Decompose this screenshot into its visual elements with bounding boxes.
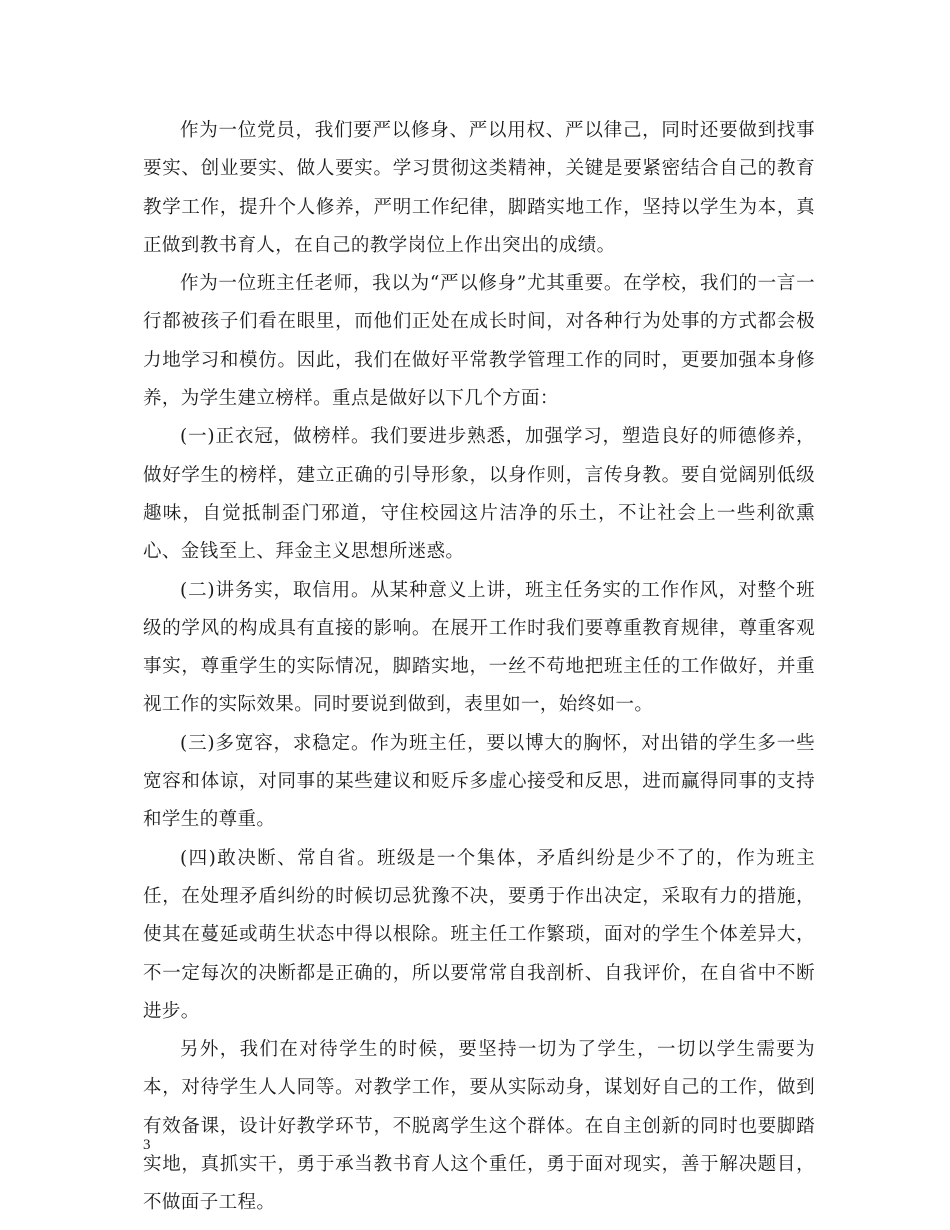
paragraph-point-one: (一)正衣冠，做榜样。我们要进步熟悉，加强学习，塑造良好的师德修养，做好学生的榜样，建立正确的引导形象，以身作则，言传身教。要自觉阔别低级趣味，自觉抵制歪门邪道，守住校园这片洁净的乐土，不让社会上一些利欲熏心、金钱至上、拜金主义思想所迷惑。 (143, 426, 815, 563)
paragraph-additionally: 另外，我们在对待学生的时候，要坚持一切为了学生，一切以学生需要为本，对待学生人人同等。对教学工作，要从实际动身，谋划好自己的工作，做到有效备课，设计好教学环节，不脱离学生这个群体。在自主创新的同时也要脚踏实地，真抓实干，勇于承当教书育人这个重任，勇于面对现实，善于解决题目，不做面子工程。 (143, 1039, 815, 1214)
paragraph-class-teacher: 作为一位班主任老师，我以为“严以修身”尤其重要。在学校，我们的一言一行都被孩子们看在眼里，而他们正处在成长时间，对各种行为处事的方式都会极力地学习和模仿。因此，我们在做好平常教学管理工作的同时，更要加强本身修养，为学生建立榜样。重点是做好以下几个方面： (143, 273, 815, 410)
page-number: 3 (143, 1137, 151, 1153)
paragraph-point-two: (二)讲务实，取信用。从某种意义上讲，班主任务实的工作作风，对整个班级的学风的构成具有直接的影响。在展开工作时我们要尊重教育规律，尊重客观事实，尊重学生的实际情况，脚踏实地，一丝不苟地把班主任的工作做好，并重视工作的实际效果。同时要说到做到，表里如一，始终如一。 (143, 579, 815, 716)
paragraph-party-member: 作为一位党员，我们要严以修身、严以用权、严以律己，同时还要做到找事要实、创业要实、做人要实。学习贯彻这类精神，关键是要紧密结合自己的教育教学工作，提升个人修养，严明工作纪律，脚踏实地工作，坚持以学生为本，真正做到教书育人，在自己的教学岗位上作出突出的成绩。 (143, 120, 815, 256)
paragraph-point-four: (四)敢决断、常自省。班级是一个集体，矛盾纠纷是少不了的，作为班主任，在处理矛盾纠纷的时候切忌犹豫不决，要勇于作出决定，采取有力的措施，使其在蔓延或萌生状态中得以根除。班主任工作繁琐，面对的学生个体差异大，不一定每次的决断都是正确的，所以要常常自我剖析、自我评价，在自省中不断进步。 (143, 847, 815, 1022)
paragraph-point-three: (三)多宽容，求稳定。作为班主任，要以博大的胸怀，对出错的学生多一些宽容和体谅，对同事的某些建议和贬斥多虚心接受和反思，进而赢得同事的支持和学生的尊重。 (143, 732, 815, 831)
document-body (143, 112, 815, 1223)
